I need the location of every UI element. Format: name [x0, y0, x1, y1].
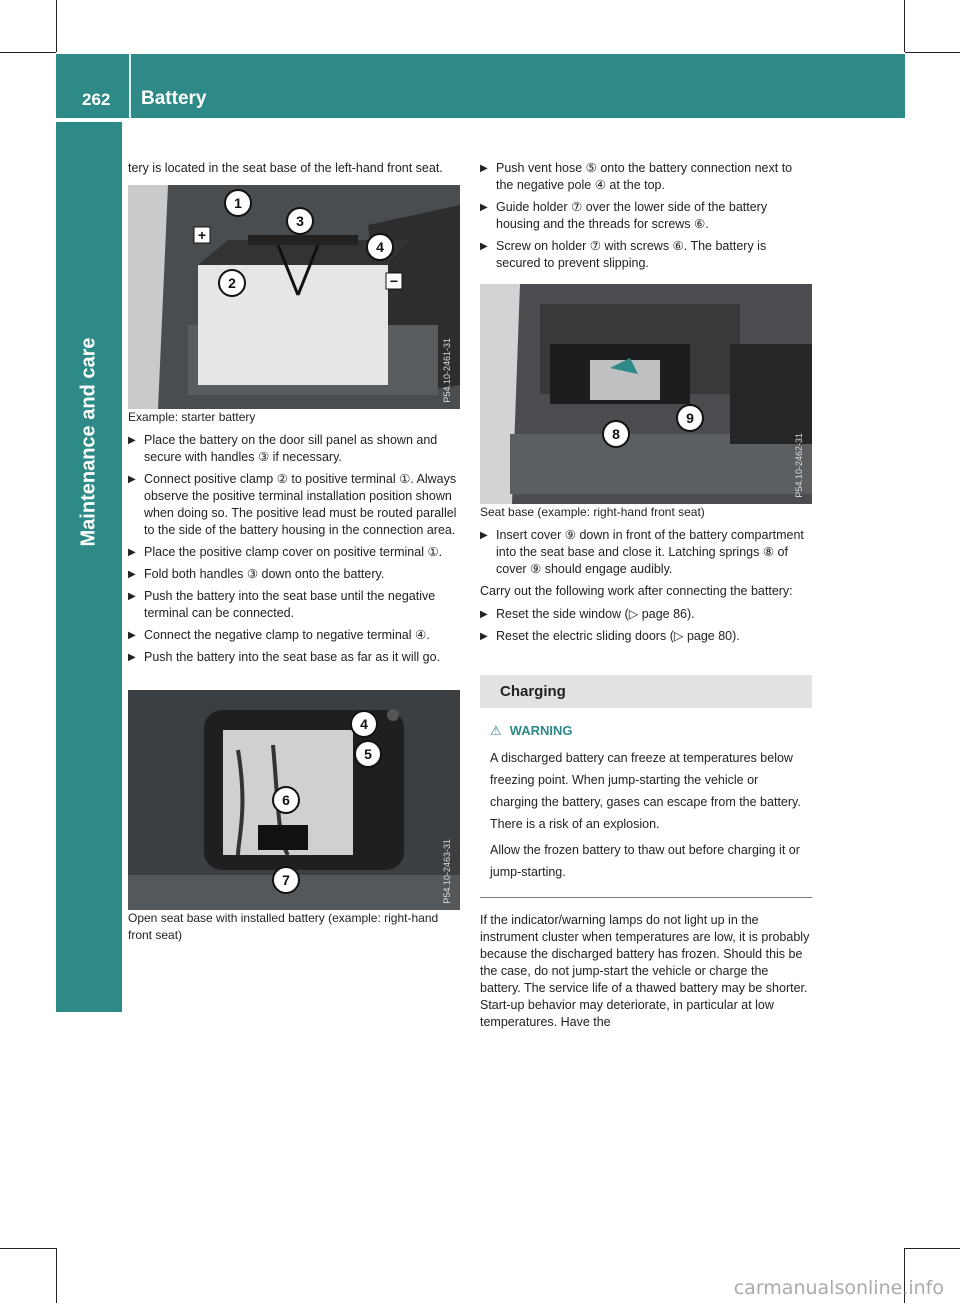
crop-mark [56, 1248, 57, 1303]
step-item: ▶ Place the battery on the door sill panel as shown and secure with handles ③ if necessary. [128, 433, 438, 464]
warning-text: A discharged battery can freeze at temperatures below freezing point. When jump-starting the vehicle or charging the battery, gases can escape from the battery. There is a risk of an explosion. [490, 751, 801, 831]
figure-code: P54.10-2463-31 [442, 839, 452, 904]
arrow-right-icon: ▶ [480, 631, 488, 642]
callout-3: 3 [286, 207, 314, 235]
figure-starter-battery [128, 185, 460, 409]
step-item: ▶ Reset the side window (▷ page 86). [480, 607, 695, 621]
section-title: Battery [141, 88, 207, 109]
watermark: carmanualsonline.info [733, 1277, 944, 1299]
arrow-right-icon: ▶ [480, 202, 488, 213]
steps-list [128, 432, 460, 666]
callout-4: 4 [366, 233, 394, 261]
step-item: ▶ Push the battery into the seat base until the negative terminal can be connected. [128, 589, 436, 620]
steps-list [480, 160, 812, 272]
arrow-right-icon: ▶ [128, 569, 136, 580]
callout-2: 2 [218, 269, 246, 297]
step-item: ▶ Push the battery into the seat base as far as it will go. [128, 650, 440, 664]
crop-mark [905, 1248, 960, 1249]
step-item: ▶ Connect the negative clamp to negative terminal ④. [128, 628, 430, 642]
crop-mark [0, 1248, 56, 1249]
crop-mark [905, 52, 960, 53]
callout-6: 6 [272, 786, 300, 814]
callout-8: 8 [602, 420, 630, 448]
crop-mark [904, 0, 905, 52]
step-item: ▶ Fold both handles ③ down onto the battery. [128, 567, 385, 581]
arrow-right-icon: ▶ [480, 241, 488, 252]
figure-caption: Example: starter battery [128, 410, 256, 424]
seat-base-illustration [480, 284, 812, 504]
arrow-right-icon: ▶ [480, 163, 488, 174]
header-divider [129, 54, 131, 118]
callout-9: 9 [676, 404, 704, 432]
charging-heading: Charging [480, 675, 812, 708]
callout-4: 4 [350, 710, 378, 738]
arrow-right-icon: ▶ [480, 530, 488, 541]
callout-5: 5 [354, 740, 382, 768]
left-column [128, 160, 460, 950]
step-item: ▶ Screw on holder ⑦ with screws ⑥. The battery is secured to prevent slipping. [480, 239, 767, 270]
arrow-right-icon: ▶ [128, 630, 136, 641]
warning-action: Allow the frozen battery to thaw out before charging it or jump-starting. [490, 843, 800, 879]
step-item: ▶ Push vent hose ⑤ onto the battery connection next to the negative pole ④ at the top. [480, 161, 793, 192]
arrow-right-icon: ▶ [128, 591, 136, 602]
warning-title: ⚠ WARNING [490, 723, 573, 738]
step-item: ▶ Insert cover ⑨ down in front of the battery compartment into the seat base and close it. Latching springs ⑧ of cover ⑨ should engage audibly. [480, 528, 804, 576]
callout-1: 1 [224, 189, 252, 217]
step-item: ▶ Reset the electric sliding doors (▷ page 80). [480, 629, 740, 643]
figure-code: P54.10-2462-31 [794, 433, 804, 498]
after-connect-text: Carry out the following work after connecting the battery: [480, 584, 793, 598]
callout-7: 7 [272, 866, 300, 894]
arrow-right-icon: ▶ [128, 547, 136, 558]
warning-triangle-icon: ⚠ [490, 723, 502, 738]
crop-mark [0, 52, 56, 53]
side-tab-label: Maintenance and care [77, 337, 100, 547]
step-item: ▶ Place the positive clamp cover on positive terminal ①. [128, 545, 443, 559]
figure-caption: Open seat base with installed battery (example: right-hand front seat) [128, 911, 439, 942]
arrow-right-icon: ▶ [128, 652, 136, 663]
svg-text:−: − [389, 273, 399, 289]
right-column [480, 160, 812, 1037]
warning-box [480, 722, 812, 898]
arrow-right-icon: ▶ [480, 609, 488, 620]
step-item: ▶ Connect positive clamp ② to positive terminal ①. Always observe the positive terminal installation position shown when doing so. The positive lead must be routed parallel to the side of the battery housing in the connection area. [128, 472, 457, 537]
step-item: ▶ Guide holder ⑦ over the lower side of the battery housing and the threads for screws ⑥. [480, 200, 768, 231]
charging-body-text: If the indicator/warning lamps do not light up in the instrument cluster when temperatures are low, it is probably because the discharged battery has frozen. Should this be the case, do not jump-start the vehicle or charge the battery. The service life of a thawed battery may be shorter. Start-up behavior may deteriorate, in particular at low temperatures. Have the [480, 913, 810, 1029]
figure-code: P54.10-2461-31 [442, 338, 452, 403]
arrow-right-icon: ▶ [128, 435, 136, 446]
intro-text: tery is located in the seat base of the left-hand front seat. [128, 161, 443, 175]
svg-text:+: + [197, 227, 207, 243]
figure-installed-battery [128, 690, 460, 910]
crop-mark [56, 0, 57, 52]
figure-seat-base [480, 284, 812, 504]
page-number: 262 [82, 90, 111, 109]
figure-caption: Seat base (example: right-hand front seat) [480, 505, 705, 519]
arrow-right-icon: ▶ [128, 474, 136, 485]
